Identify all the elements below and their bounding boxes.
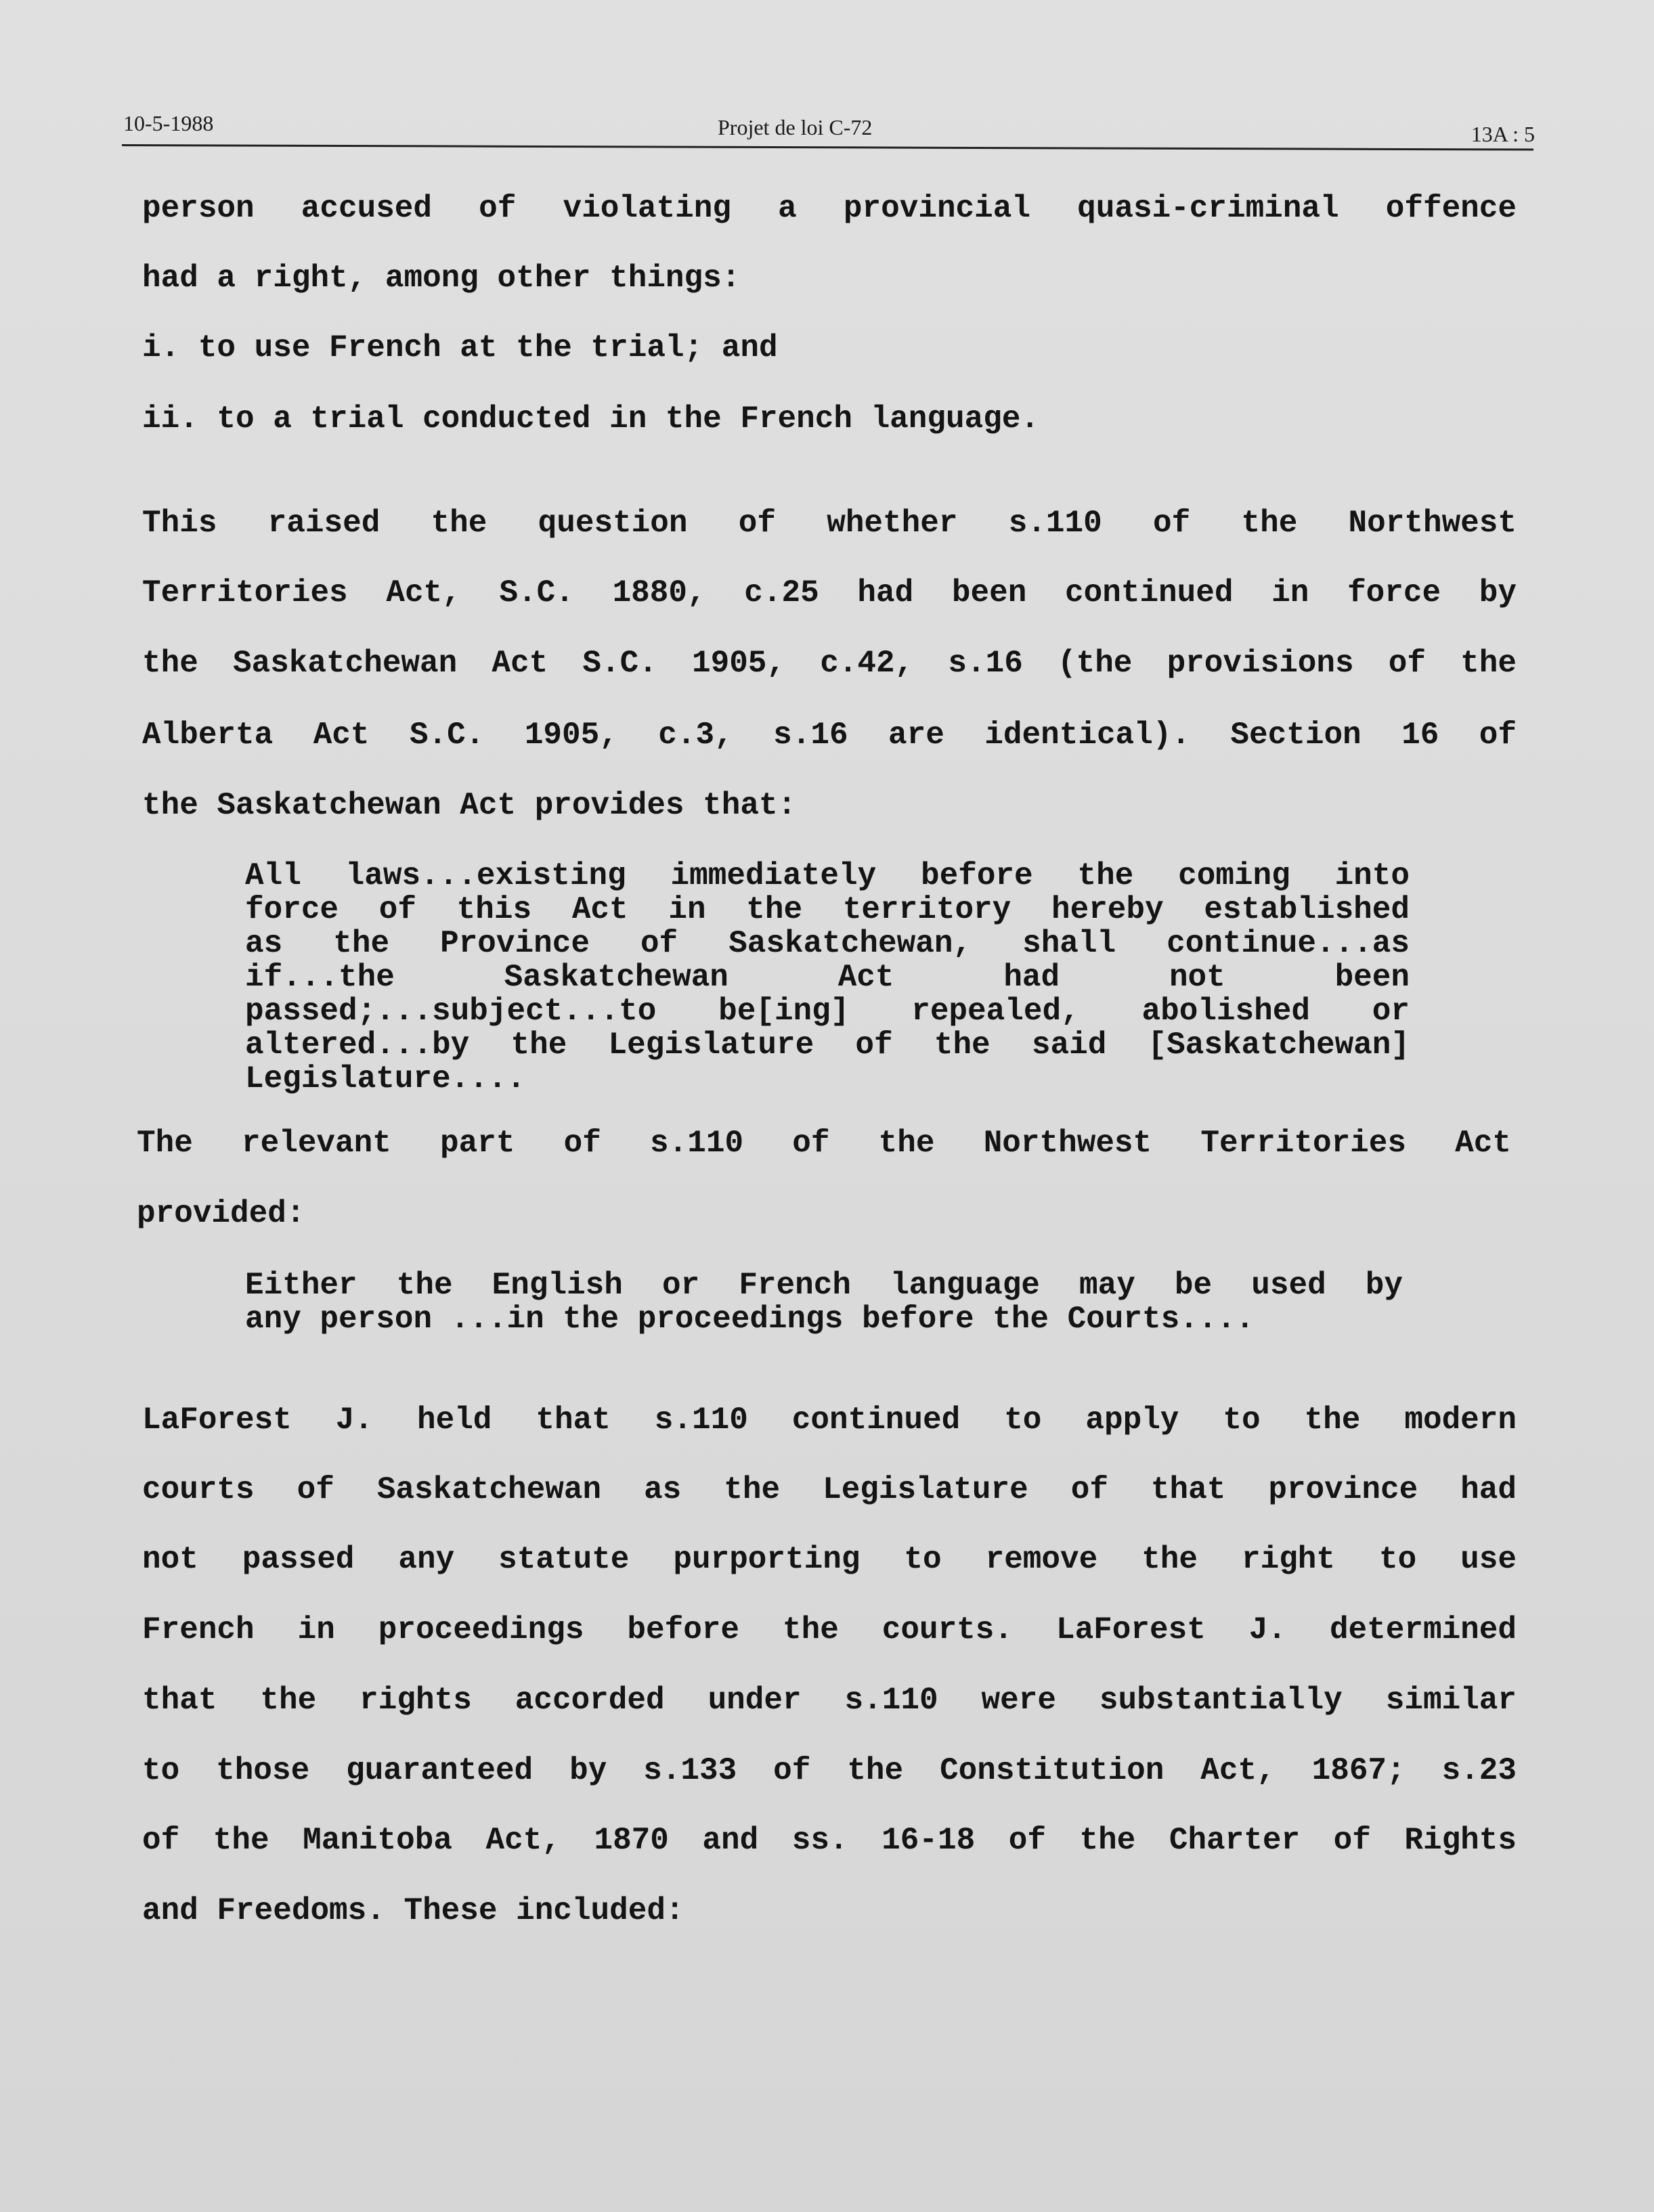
quote-line: as the Province of Saskatchewan, shall continue...as <box>245 926 1410 961</box>
quote-line: All laws...existing immediately before the coming into <box>245 858 1410 893</box>
text-line: Territories Act, S.C. 1880, c.25 had been continued in force by <box>142 575 1517 611</box>
quote-line: altered...by the Legislature of the said [Saskatchewan] <box>245 1027 1410 1063</box>
quote-line: passed;...subject...to be[ing] repealed, abolished or <box>245 994 1410 1029</box>
quote-line: if...the Saskatchewan Act had not been <box>245 960 1410 995</box>
quote-line: Legislature.... <box>245 1061 526 1097</box>
text-line: the Saskatchewan Act S.C. 1905, c.42, s.16 (the provisions of the <box>142 646 1517 681</box>
list-item: ii. to a trial conducted in the French language. <box>142 401 1040 437</box>
text-line: provided: <box>137 1196 305 1231</box>
text-line: The relevant part of s.110 of the Northwest Territories Act <box>137 1126 1511 1161</box>
text-line: courts of Saskatchewan as the Legislature of that province had <box>142 1472 1517 1507</box>
quote-line: any person ...in the proceedings before the Courts.... <box>245 1302 1255 1337</box>
text-line: not passed any statute purporting to remove the right to use <box>142 1542 1517 1577</box>
text-line: of the Manitoba Act, 1870 and ss. 16-18 of the Charter of Rights <box>142 1823 1517 1858</box>
header-date: 10-5-1988 <box>123 111 214 135</box>
header-title: Projet de loi C-72 <box>718 115 873 139</box>
text-line: This raised the question of whether s.110 of the Northwest <box>142 506 1517 541</box>
text-line: to those guaranteed by s.133 of the Constitution Act, 1867; s.23 <box>142 1753 1517 1788</box>
header-page-number: 13A : 5 <box>1471 122 1535 146</box>
text-line: had a right, among other things: <box>142 261 741 296</box>
text-line: person accused of violating a provincial quasi-criminal offence <box>142 191 1517 226</box>
text-line: that the rights accorded under s.110 were substantially similar <box>142 1683 1517 1718</box>
list-item: i. to use French at the trial; and <box>142 330 778 366</box>
quote-line: Either the English or French language may be used by <box>245 1268 1403 1303</box>
page-header <box>123 102 1535 149</box>
text-line: and Freedoms. These included: <box>142 1893 684 1928</box>
text-line: Alberta Act S.C. 1905, c.3, s.16 are identical). Section 16 of <box>142 717 1517 753</box>
text-line: French in proceedings before the courts. LaForest J. determined <box>142 1612 1517 1647</box>
text-line: LaForest J. held that s.110 continued to apply to the modern <box>142 1402 1517 1438</box>
quote-line: force of this Act in the territory hereby established <box>245 892 1410 927</box>
text-line: the Saskatchewan Act provides that: <box>142 788 797 823</box>
